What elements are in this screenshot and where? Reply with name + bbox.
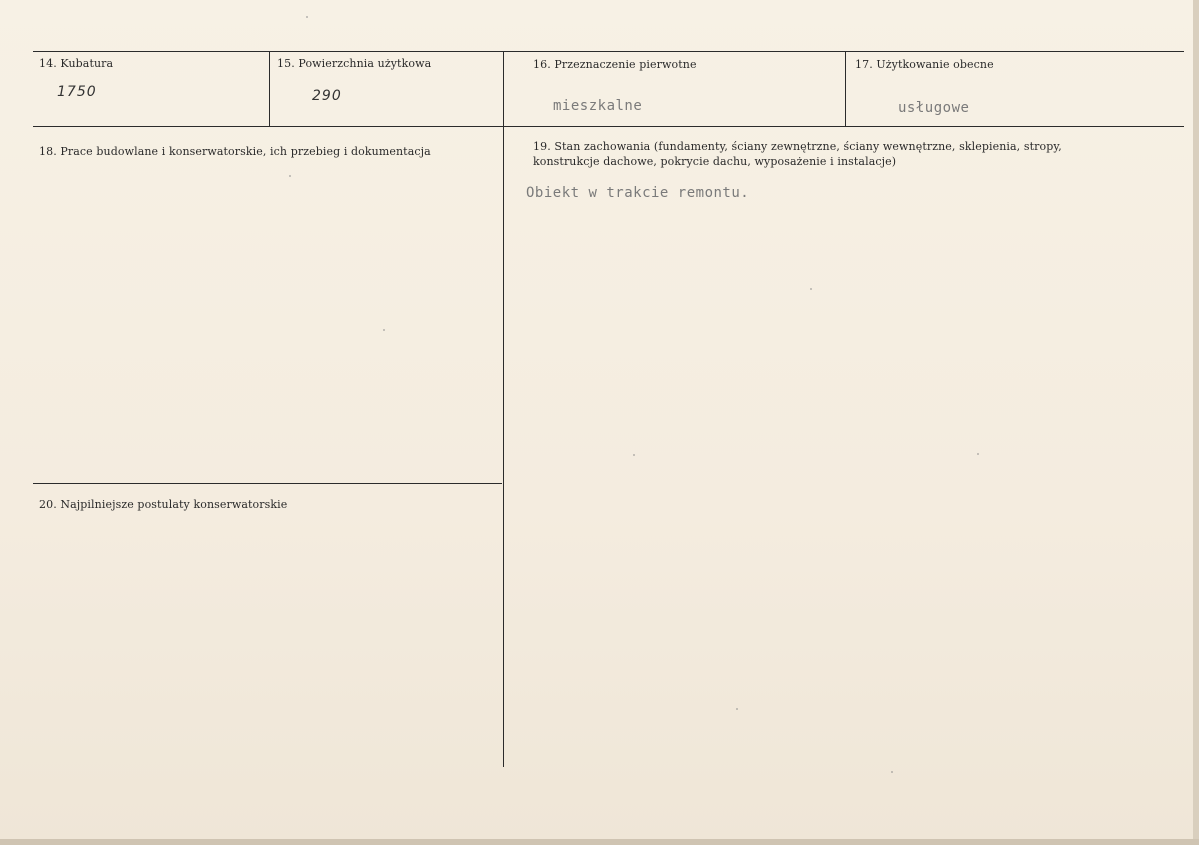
top-rule — [33, 51, 1184, 52]
field-16-label: 16. Przeznaczenie pierwotne — [533, 58, 697, 71]
paper-speck — [633, 454, 635, 456]
field-19-value: Obiekt w trakcie remontu. — [526, 185, 750, 201]
header-bottom-rule — [33, 126, 1184, 127]
page-edge — [0, 839, 1199, 845]
field-17-label: 17. Użytkowanie obecne — [855, 58, 994, 71]
page-edge — [1193, 0, 1199, 845]
field-20-label: 20. Najpilniejsze postulaty konserwatorskie — [39, 498, 288, 511]
paper-speck — [289, 175, 291, 177]
paper-speck — [810, 288, 812, 290]
field-15-value: 290 — [312, 88, 342, 104]
main-vertical-divider — [503, 51, 504, 767]
field-17-value: usługowe — [898, 100, 970, 116]
field-14-label: 14. Kubatura — [39, 57, 114, 70]
paper-speck — [306, 16, 308, 18]
field-16-value: mieszkalne — [553, 98, 643, 114]
field-18-label: 18. Prace budowlane i konserwatorskie, ich przebieg i dokumentacja — [39, 145, 431, 158]
divider-16-17 — [845, 51, 846, 126]
paper-speck — [891, 771, 893, 773]
paper-speck — [736, 708, 738, 710]
paper-speck — [977, 453, 979, 455]
field-19-label: 19. Stan zachowania (fundamenty, ściany zewnętrzne, ściany wewnętrzne, sklepienia, stropy, konstrukcje dachowe, pokrycie dachu, wyposażenie i instalacje) — [533, 140, 1062, 168]
divider-18-20 — [33, 483, 502, 484]
field-14-value: 1750 — [57, 84, 97, 100]
divider-14-15 — [269, 51, 270, 126]
field-15-label: 15. Powierzchnia użytkowa — [277, 57, 432, 70]
paper-speck — [383, 329, 385, 331]
